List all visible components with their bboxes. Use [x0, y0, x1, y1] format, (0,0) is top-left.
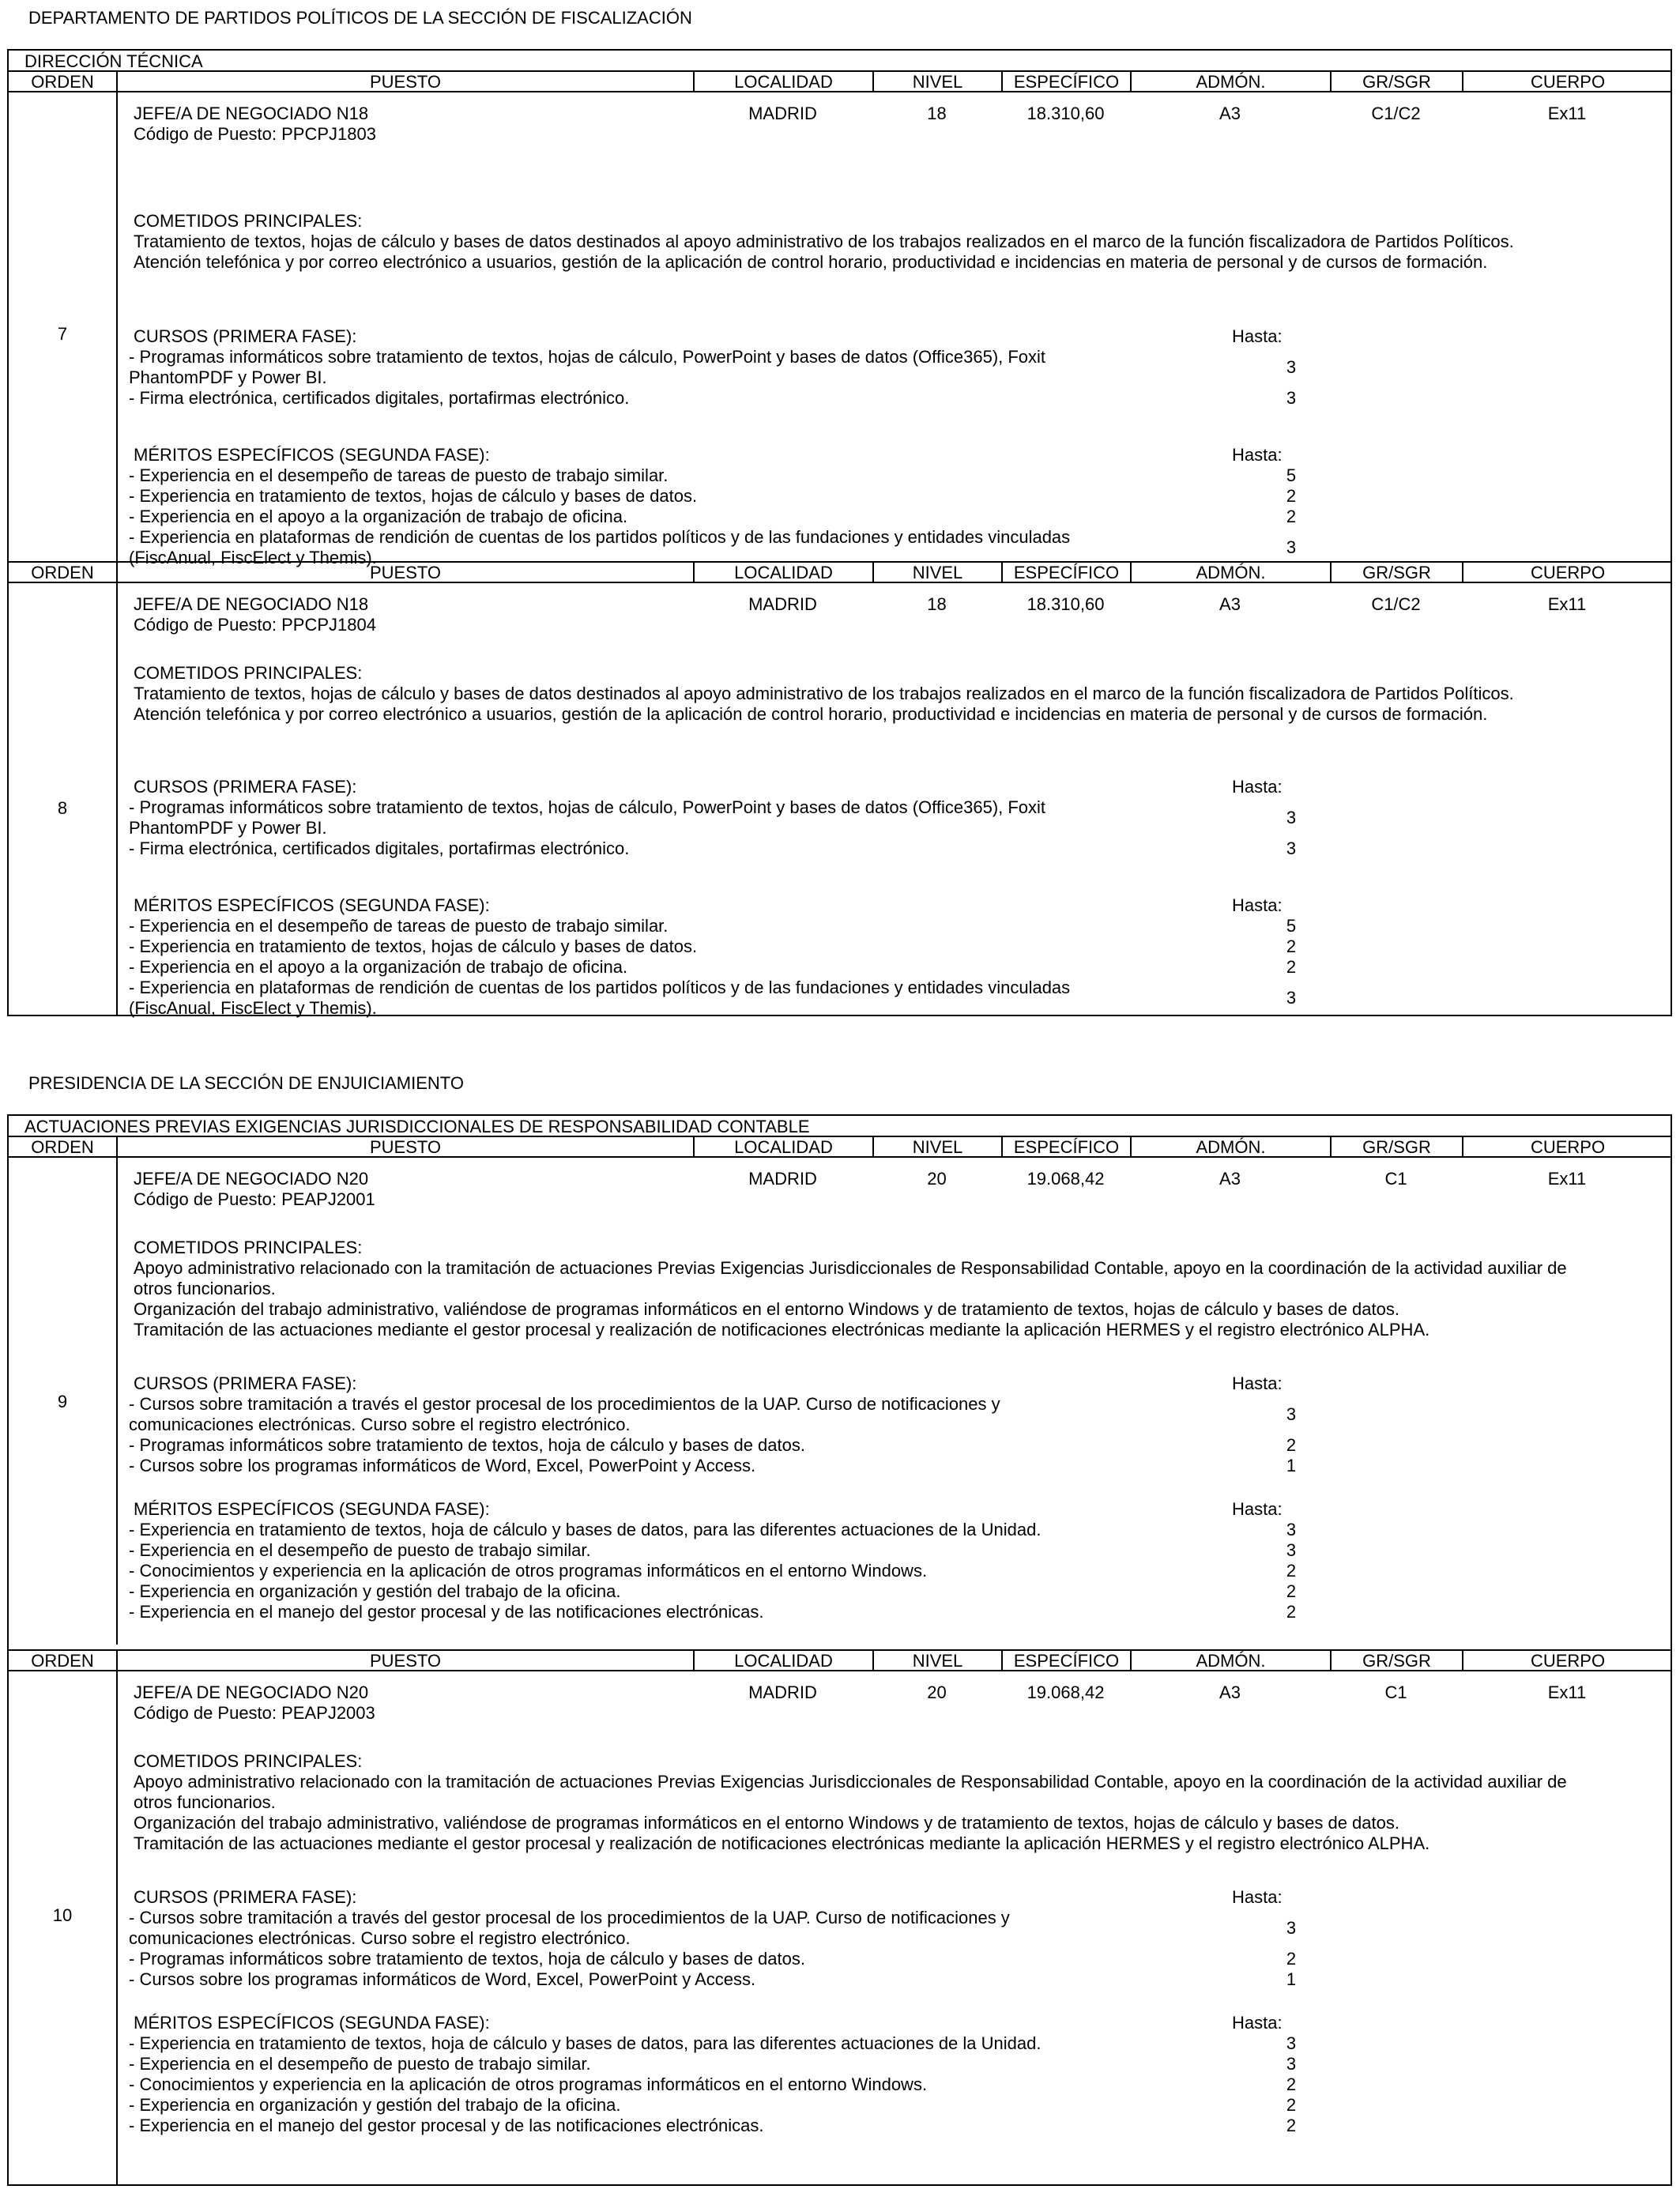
position-row: [9, 92, 1671, 567]
cursos-item-line: - Firma electrónica, certificados digitales, portafirmas electrónico.: [129, 838, 630, 858]
section-title: DEPARTAMENTO DE PARTIDOS POLÍTICOS DE LA SECCIÓN DE FISCALIZACIÓN: [28, 8, 692, 28]
puesto-title: JEFE/A DE NEGOCIADO N18: [134, 594, 369, 614]
cursos-hasta-label: Hasta:: [1232, 1887, 1283, 1907]
meritos-item-points: 2: [1286, 2074, 1297, 2094]
puesto-title: JEFE/A DE NEGOCIADO N20: [134, 1682, 369, 1702]
admon-value: A3: [1219, 1169, 1241, 1189]
meritos-label: MÉRITOS ESPECÍFICOS (SEGUNDA FASE):: [134, 1499, 490, 1519]
cometidos-label: COMETIDOS PRINCIPALES:: [134, 1238, 363, 1257]
cometidos-line: Tratamiento de textos, hojas de cálculo y bases de datos destinados al apoyo administrativo de los trabajos realizados en el marco de la función fiscalizadora de Partidos Políticos.: [134, 232, 1514, 251]
column-header-row: [9, 70, 1671, 92]
cursos-item-points: 1: [1286, 1456, 1297, 1475]
cuerpo-value: Ex11: [1547, 1169, 1587, 1189]
cometidos-line: Apoyo administrativo relacionado con la tramitación de actuaciones Previas Exigencias Jurisdiccionales de Responsabilidad Contable, apoyo en la coordinación de la actividad auxiliar de: [134, 1772, 1567, 1792]
cursos-item-line: - Cursos sobre los programas informáticos de Word, Excel, PowerPoint y Access.: [129, 1969, 756, 1989]
box-title: DIRECCIÓN TÉCNICA: [24, 51, 203, 71]
puesto-code: Código de Puesto: PPCPJ1804: [134, 615, 376, 635]
nivel-value: 20: [927, 1682, 947, 1702]
meritos-item-points: 2: [1286, 2116, 1297, 2135]
localidad-value: MADRID: [748, 1682, 817, 1702]
meritos-item-line: - Experiencia en plataformas de rendición de cuentas de los partidos políticos y de las fundaciones y entidades vinculadas: [129, 978, 1071, 997]
cometidos-label: COMETIDOS PRINCIPALES:: [134, 663, 363, 683]
meritos-item-line: - Experiencia en el manejo del gestor procesal y de las notificaciones electrónicas.: [129, 2116, 764, 2135]
orden-number: 10: [52, 1905, 73, 1925]
meritos-hasta-label: Hasta:: [1232, 895, 1283, 915]
cursos-hasta-label: Hasta:: [1232, 326, 1283, 346]
table-box: [7, 49, 1672, 1016]
cursos-label: CURSOS (PRIMERA FASE):: [134, 326, 357, 346]
cometidos-line: Tramitación de las actuaciones mediante el gestor procesal y realización de notificaciones electrónicas mediante la aplicación HERMES y el registro electrónico ALPHA.: [134, 1833, 1430, 1853]
cursos-item-points: 1: [1286, 1969, 1297, 1989]
header-orden: ORDEN: [31, 563, 94, 582]
column-header-row: [9, 561, 1671, 583]
header-especifico: ESPECÍFICO: [1001, 1651, 1130, 1670]
header-puesto: PUESTO: [116, 72, 693, 91]
header-grsgr: GR/SGR: [1330, 563, 1462, 582]
cometidos-line: Apoyo administrativo relacionado con la tramitación de actuaciones Previas Exigencias Jurisdiccionales de Responsabilidad Contable, apoyo en la coordinación de la actividad auxiliar de: [134, 1258, 1567, 1278]
puesto-title: JEFE/A DE NEGOCIADO N20: [134, 1169, 369, 1189]
meritos-item-points: 5: [1286, 465, 1297, 485]
meritos-item-line: - Experiencia en tratamiento de textos, hoja de cálculo y bases de datos, para las diferentes actuaciones de la Unidad.: [129, 2033, 1042, 2053]
header-nivel: NIVEL: [872, 1137, 1001, 1156]
header-admon: ADMÓN.: [1130, 1137, 1330, 1156]
cursos-item-line: - Firma electrónica, certificados digitales, portafirmas electrónico.: [129, 388, 630, 408]
meritos-item-points: 2: [1286, 1602, 1297, 1622]
cuerpo-value: Ex11: [1547, 104, 1587, 123]
admon-value: A3: [1219, 1682, 1241, 1702]
cursos-item-line: comunicaciones electrónicas. Curso sobre el registro electrónico.: [129, 1415, 631, 1434]
header-especifico: ESPECÍFICO: [1001, 563, 1130, 582]
cursos-hasta-label: Hasta:: [1232, 1373, 1283, 1393]
cursos-item-line: - Programas informáticos sobre tratamiento de textos, hojas de cálculo, PowerPoint y bases de datos (Office365), Foxit: [129, 347, 1046, 367]
cursos-item-points: 2: [1286, 1435, 1297, 1455]
nivel-value: 20: [927, 1169, 947, 1189]
header-cuerpo: CUERPO: [1462, 563, 1672, 582]
puesto-code: Código de Puesto: PEAPJ2003: [134, 1703, 375, 1723]
orden-number: 9: [57, 1392, 68, 1411]
meritos-item-line: - Experiencia en el manejo del gestor procesal y de las notificaciones electrónicas.: [129, 1602, 764, 1622]
cometidos-label: COMETIDOS PRINCIPALES:: [134, 211, 363, 231]
meritos-item-line: - Experiencia en el apoyo a la organización de trabajo de oficina.: [129, 957, 628, 977]
header-puesto: PUESTO: [116, 1137, 693, 1156]
meritos-item-line: - Experiencia en organización y gestión del trabajo de la oficina.: [129, 2095, 621, 2115]
header-grsgr: GR/SGR: [1330, 72, 1462, 91]
meritos-item-line: (FiscAnual, FiscElect y Themis).: [129, 548, 377, 567]
meritos-item-line: - Conocimientos y experiencia en la aplicación de otros programas informáticos en el entorno Windows.: [129, 2074, 928, 2094]
cursos-item-points: 3: [1286, 1918, 1297, 1938]
especifico-value: 18.310,60: [1026, 594, 1105, 614]
position-row: [9, 583, 1671, 1018]
cursos-item-points: 3: [1286, 838, 1297, 858]
cursos-label: CURSOS (PRIMERA FASE):: [134, 1373, 357, 1393]
header-admon: ADMÓN.: [1130, 1651, 1330, 1670]
cometidos-line: Atención telefónica y por correo electrónico a usuarios, gestión de la aplicación de control horario, productividad e incidencias en materia de personal y de cursos de formación.: [134, 704, 1488, 724]
column-separator: [116, 1158, 118, 1645]
cursos-item-line: - Cursos sobre los programas informáticos de Word, Excel, PowerPoint y Access.: [129, 1456, 756, 1475]
cursos-item-points: 3: [1286, 388, 1297, 408]
meritos-item-line: - Experiencia en tratamiento de textos, hojas de cálculo y bases de datos.: [129, 936, 698, 956]
localidad-value: MADRID: [748, 104, 817, 123]
header-nivel: NIVEL: [872, 1651, 1001, 1670]
header-cuerpo: CUERPO: [1462, 1651, 1672, 1670]
cometidos-line: Organización del trabajo administrativo, valiéndose de programas informáticos en el entorno Windows y de tratamiento de textos, hojas de cálculo y bases de datos.: [134, 1299, 1399, 1319]
meritos-item-line: - Experiencia en el desempeño de puesto de trabajo similar.: [129, 1540, 591, 1560]
meritos-item-line: - Experiencia en el desempeño de tareas de puesto de trabajo similar.: [129, 465, 669, 485]
puesto-code: Código de Puesto: PEAPJ2001: [134, 1189, 375, 1209]
meritos-item-line: - Experiencia en organización y gestión del trabajo de la oficina.: [129, 1581, 621, 1601]
cursos-item-points: 3: [1286, 808, 1297, 827]
meritos-item-line: - Experiencia en tratamiento de textos, hoja de cálculo y bases de datos, para las diferentes actuaciones de la Unidad.: [129, 1520, 1042, 1539]
meritos-item-line: - Experiencia en plataformas de rendición de cuentas de los partidos políticos y de las fundaciones y entidades vinculadas: [129, 527, 1071, 547]
cursos-label: CURSOS (PRIMERA FASE):: [134, 1887, 357, 1907]
grsgr-value: C1: [1384, 1169, 1407, 1189]
header-orden: ORDEN: [31, 1137, 94, 1157]
header-admon: ADMÓN.: [1130, 563, 1330, 582]
position-row: [9, 1671, 1671, 2184]
column-header-row: [9, 1649, 1671, 1671]
meritos-item-points: 3: [1286, 537, 1297, 557]
cursos-label: CURSOS (PRIMERA FASE):: [134, 777, 357, 797]
puesto-title: JEFE/A DE NEGOCIADO N18: [134, 104, 369, 123]
header-localidad: LOCALIDAD: [693, 72, 872, 91]
localidad-value: MADRID: [748, 594, 817, 614]
meritos-item-points: 2: [1286, 1581, 1297, 1601]
cursos-item-line: - Programas informáticos sobre tratamiento de textos, hojas de cálculo, PowerPoint y bases de datos (Office365), Foxit: [129, 797, 1046, 817]
cursos-item-points: 3: [1286, 357, 1297, 377]
cometidos-line: otros funcionarios.: [134, 1792, 276, 1812]
header-nivel: NIVEL: [872, 563, 1001, 582]
cursos-item-line: - Programas informáticos sobre tratamiento de textos, hoja de cálculo y bases de datos.: [129, 1435, 805, 1455]
meritos-item-line: - Conocimientos y experiencia en la aplicación de otros programas informáticos en el entorno Windows.: [129, 1561, 928, 1581]
cursos-item-line: - Programas informáticos sobre tratamiento de textos, hoja de cálculo y bases de datos.: [129, 1949, 805, 1969]
position-row: [9, 1158, 1671, 1645]
cursos-item-line: - Cursos sobre tramitación a través el gestor procesal de los procedimientos de la UAP. Curso de notificaciones y: [129, 1394, 1000, 1414]
cometidos-line: Tratamiento de textos, hojas de cálculo y bases de datos destinados al apoyo administrativo de los trabajos realizados en el marco de la función fiscalizadora de Partidos Políticos.: [134, 684, 1514, 703]
cursos-item-line: PhantomPDF y Power BI.: [129, 367, 327, 387]
meritos-item-line: - Experiencia en el apoyo a la organización de trabajo de oficina.: [129, 507, 628, 526]
header-grsgr: GR/SGR: [1330, 1651, 1462, 1670]
column-separator: [116, 92, 118, 561]
cuerpo-value: Ex11: [1547, 1682, 1587, 1702]
meritos-item-points: 2: [1286, 1561, 1297, 1581]
nivel-value: 18: [927, 104, 947, 123]
meritos-item-line: (FiscAnual, FiscElect y Themis).: [129, 998, 377, 1018]
meritos-label: MÉRITOS ESPECÍFICOS (SEGUNDA FASE):: [134, 445, 490, 465]
meritos-hasta-label: Hasta:: [1232, 445, 1283, 465]
meritos-hasta-label: Hasta:: [1232, 1499, 1283, 1519]
orden-number: 7: [57, 324, 68, 344]
meritos-item-line: - Experiencia en el desempeño de puesto de trabajo similar.: [129, 2054, 591, 2074]
table-box: [7, 1114, 1672, 2186]
cometidos-line: Atención telefónica y por correo electrónico a usuarios, gestión de la aplicación de control horario, productividad e incidencias en materia de personal y de cursos de formación.: [134, 252, 1488, 272]
orden-number: 8: [57, 798, 68, 818]
cuerpo-value: Ex11: [1547, 594, 1587, 614]
cometidos-line: Tramitación de las actuaciones mediante el gestor procesal y realización de notificaciones electrónicas mediante la aplicación HERMES y el registro electrónico ALPHA.: [134, 1320, 1430, 1340]
meritos-item-points: 2: [1286, 486, 1297, 506]
grsgr-value: C1/C2: [1371, 594, 1421, 614]
meritos-label: MÉRITOS ESPECÍFICOS (SEGUNDA FASE):: [134, 2013, 490, 2033]
meritos-label: MÉRITOS ESPECÍFICOS (SEGUNDA FASE):: [134, 895, 490, 915]
cursos-hasta-label: Hasta:: [1232, 777, 1283, 797]
meritos-hasta-label: Hasta:: [1232, 2013, 1283, 2033]
section-title: PRESIDENCIA DE LA SECCIÓN DE ENJUICIAMIENTO: [28, 1073, 464, 1093]
header-especifico: ESPECÍFICO: [1001, 1137, 1130, 1156]
meritos-item-points: 3: [1286, 1520, 1297, 1539]
header-especifico: ESPECÍFICO: [1001, 72, 1130, 91]
meritos-item-points: 5: [1286, 916, 1297, 936]
cursos-item-line: PhantomPDF y Power BI.: [129, 818, 327, 838]
column-header-row: [9, 1136, 1671, 1158]
header-orden: ORDEN: [31, 72, 94, 92]
localidad-value: MADRID: [748, 1169, 817, 1189]
meritos-item-line: - Experiencia en el desempeño de tareas de puesto de trabajo similar.: [129, 916, 669, 936]
especifico-value: 19.068,42: [1026, 1682, 1105, 1702]
puesto-code: Código de Puesto: PPCPJ1803: [134, 124, 376, 144]
header-localidad: LOCALIDAD: [693, 1137, 872, 1156]
meritos-item-points: 2: [1286, 507, 1297, 526]
meritos-item-points: 3: [1286, 2054, 1297, 2074]
header-cuerpo: CUERPO: [1462, 1137, 1672, 1156]
column-separator: [116, 1671, 118, 2184]
header-puesto: PUESTO: [116, 563, 693, 582]
especifico-value: 18.310,60: [1026, 104, 1105, 123]
grsgr-value: C1/C2: [1371, 104, 1421, 123]
nivel-value: 18: [927, 594, 947, 614]
meritos-item-line: - Experiencia en tratamiento de textos, hojas de cálculo y bases de datos.: [129, 486, 698, 506]
meritos-item-points: 3: [1286, 2033, 1297, 2053]
especifico-value: 19.068,42: [1026, 1169, 1105, 1189]
header-admon: ADMÓN.: [1130, 72, 1330, 91]
cursos-item-points: 2: [1286, 1949, 1297, 1969]
meritos-item-points: 2: [1286, 957, 1297, 977]
cometidos-line: Organización del trabajo administrativo, valiéndose de programas informáticos en el entorno Windows y de tratamiento de textos, hojas de cálculo y bases de datos.: [134, 1813, 1399, 1833]
cometidos-label: COMETIDOS PRINCIPALES:: [134, 1751, 363, 1771]
meritos-item-points: 2: [1286, 936, 1297, 956]
header-orden: ORDEN: [31, 1651, 94, 1671]
column-separator: [116, 583, 118, 1015]
box-title: ACTUACIONES PREVIAS EXIGENCIAS JURISDICCIONALES DE RESPONSABILIDAD CONTABLE: [24, 1117, 810, 1136]
admon-value: A3: [1219, 104, 1241, 123]
header-grsgr: GR/SGR: [1330, 1137, 1462, 1156]
grsgr-value: C1: [1384, 1682, 1407, 1702]
header-cuerpo: CUERPO: [1462, 72, 1672, 91]
meritos-item-points: 3: [1286, 988, 1297, 1008]
header-localidad: LOCALIDAD: [693, 563, 872, 582]
cometidos-line: otros funcionarios.: [134, 1279, 276, 1298]
admon-value: A3: [1219, 594, 1241, 614]
cursos-item-line: comunicaciones electrónicas. Curso sobre el registro electrónico.: [129, 1928, 631, 1948]
header-localidad: LOCALIDAD: [693, 1651, 872, 1670]
cursos-item-points: 3: [1286, 1404, 1297, 1424]
header-puesto: PUESTO: [116, 1651, 693, 1670]
cursos-item-line: - Cursos sobre tramitación a través del gestor procesal de los procedimientos de la UAP. Curso de notificaciones y: [129, 1908, 1010, 1927]
header-nivel: NIVEL: [872, 72, 1001, 91]
meritos-item-points: 2: [1286, 2095, 1297, 2115]
meritos-item-points: 3: [1286, 1540, 1297, 1560]
